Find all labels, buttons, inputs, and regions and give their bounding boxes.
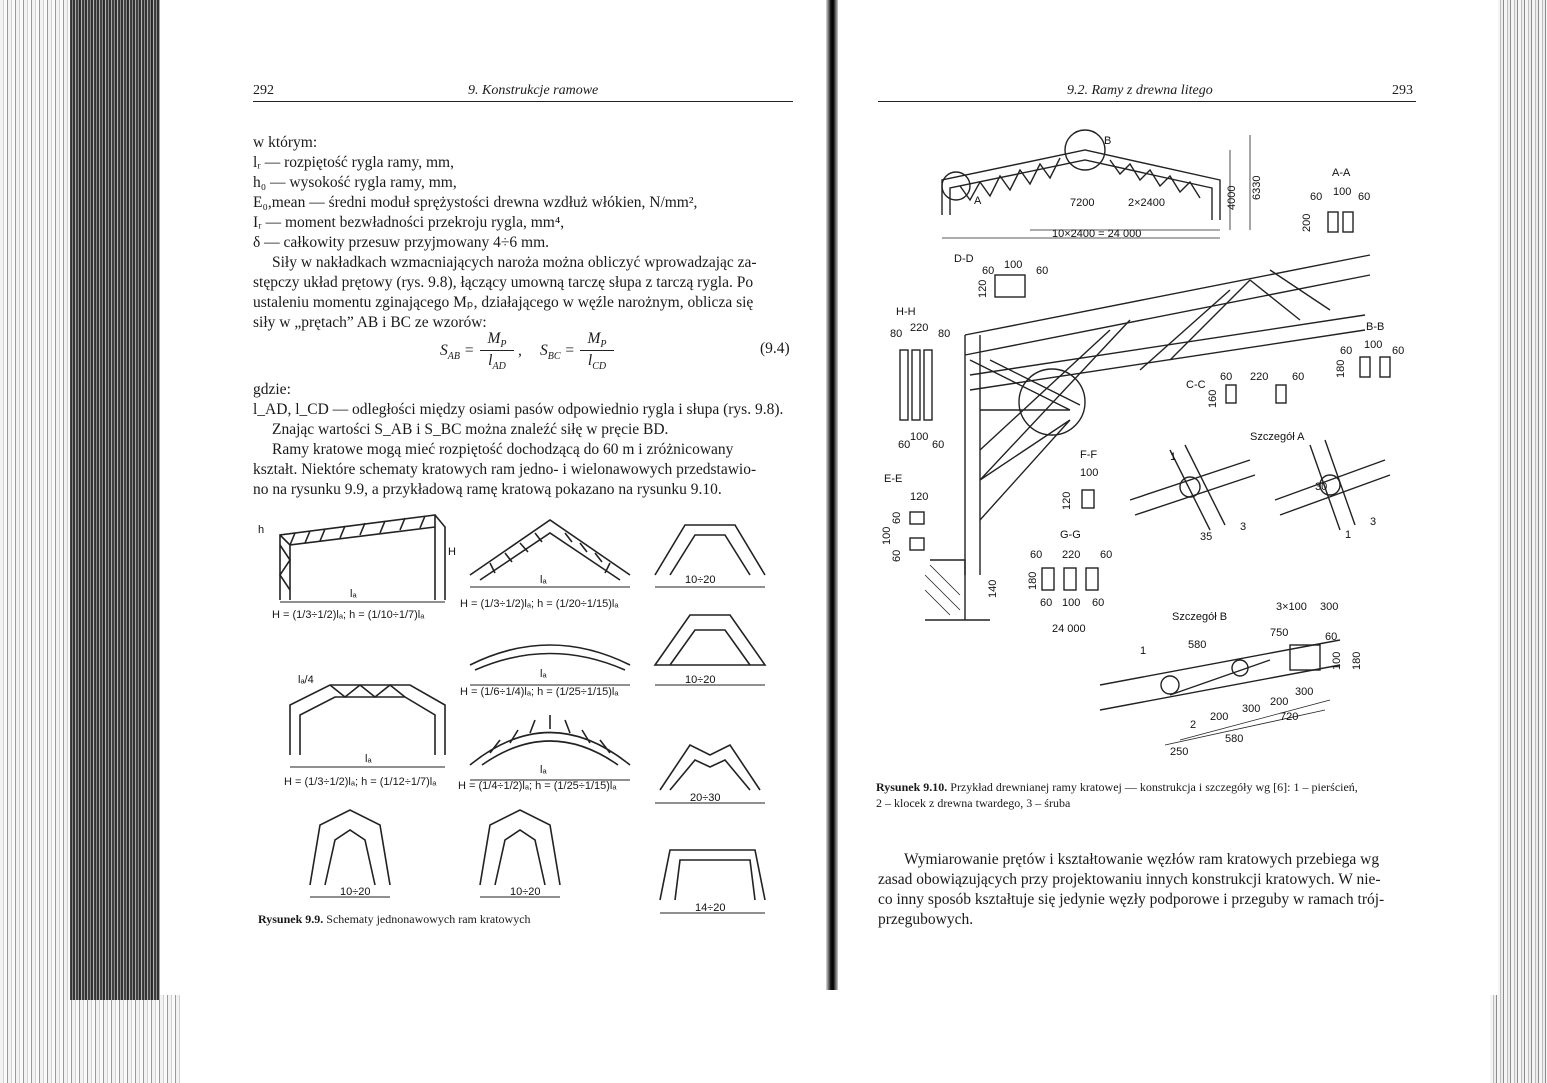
caption-label: Rysunek 9.10. [876,780,948,794]
svg-text:120: 120 [977,279,989,298]
svg-text:60: 60 [1325,631,1338,643]
left-page-number: 292 [253,83,274,98]
right-head-rule [878,101,1416,102]
text-line: stępczy układ prętowy (rys. 9.8), łączący umowną tarczę słupa z tarczą rygla. Po [253,274,754,291]
svg-text:100: 100 [1080,467,1099,479]
svg-text:180: 180 [1335,359,1347,378]
text-line: Wymiarowanie prętów i kształtowanie węzłów ram kratowych przebiega wg [904,851,1380,868]
svg-text:200: 200 [1210,711,1229,723]
svg-text:300: 300 [1295,686,1314,698]
text-line: siły w „prętach” AB i BC ze wzorów: [253,314,487,331]
text-line: l_AD, l_CD — odległości między osiami pasów odpowiednio rygla i słupa (rys. 9.8). [253,401,784,418]
svg-text:60: 60 [898,439,911,451]
svg-text:180: 180 [1351,651,1363,670]
text-line: kształt. Niektóre schematy kratowych ram jedno- i wielonawowych przedstawio- [253,461,757,478]
svg-text:1: 1 [1140,645,1147,657]
text-line: ustaleniu momentu zginającego Mₚ, działającego w węźle narożnym, oblicza się [253,294,754,311]
right-page-number: 293 [1392,83,1413,98]
figure-label-f3: H = (1/6÷1/4)lₐ; h = (1/25÷1/15)lₐ [460,686,619,698]
right-page-edges [1490,0,1547,1083]
svg-text:14÷20: 14÷20 [695,902,726,914]
svg-text:lₐ: lₐ [365,753,372,765]
svg-text:60: 60 [1358,191,1371,203]
svg-text:80: 80 [890,328,903,340]
svg-text:7200: 7200 [1070,197,1095,209]
svg-text:60: 60 [1310,191,1323,203]
figure-9-10-caption-line2: 2 – klocek z drewna twardego, 3 – śruba [876,796,1071,810]
svg-text:A-A: A-A [1332,167,1351,179]
text-line: przegubowych. [878,911,974,928]
svg-text:20÷30: 20÷30 [690,792,721,804]
svg-text:2: 2 [1190,719,1197,731]
svg-text:1: 1 [1170,451,1177,463]
text-line: zasad obowiązujących przy projektowaniu innych konstrukcji kratowych. W nie- [878,871,1381,888]
svg-text:100: 100 [881,526,893,545]
svg-text:lₐ: lₐ [540,574,547,586]
svg-text:6330: 6330 [1251,175,1263,200]
svg-text:200: 200 [1270,696,1289,708]
svg-text:3: 3 [1370,516,1377,528]
svg-text:580: 580 [1188,639,1207,651]
svg-text:60: 60 [1100,549,1113,561]
svg-text:Szczegół B: Szczegół B [1172,611,1228,623]
text-line: E₀,mean — średni moduł sprężystości drewna wzdłuż włókien, N/mm², [253,194,698,211]
svg-text:A: A [974,195,982,207]
svg-text:60: 60 [1040,597,1053,609]
svg-text:10÷20: 10÷20 [510,886,541,898]
svg-text:250: 250 [1170,746,1189,758]
caption-text: Przykład drewnianej ramy kratowej — konstrukcja i szczegóły wg [6]: 1 – pierścień, [947,780,1358,794]
text-line: Ramy kratowe mogą mieć rozpiętość dochodzącą do 60 m i zróżnicowany [272,441,734,458]
text-line: Znając wartości S_AB i S_BC można znaleźć siłę w pręcie BD. [272,421,669,438]
svg-text:60: 60 [1036,265,1049,277]
svg-text:10×2400 = 24 000: 10×2400 = 24 000 [1052,228,1142,240]
svg-text:80: 80 [938,328,951,340]
svg-text:60: 60 [891,511,903,524]
svg-text:G-G: G-G [1060,529,1081,541]
svg-text:60: 60 [1340,345,1353,357]
svg-text:100: 100 [1364,339,1383,351]
svg-text:4000: 4000 [1226,185,1238,210]
svg-text:100: 100 [910,431,929,443]
text-line: gdzie: [253,381,291,398]
svg-text:300: 300 [1320,601,1339,613]
svg-text:100: 100 [1004,259,1023,271]
svg-text:100: 100 [1333,186,1352,198]
figure-9-10-caption-line1 [876,780,1358,795]
text-line: δ — całkowity przesuw przyjmowany 4÷6 mm. [253,234,550,251]
svg-text:60: 60 [932,439,945,451]
svg-text:580: 580 [1225,733,1244,745]
figure-label-f1: H = (1/3÷1/2)lₐ; h = (1/10÷1/7)lₐ [272,609,425,621]
svg-text:60: 60 [1030,549,1043,561]
right-running-head: 9.2. Ramy z drewna litego [1067,83,1213,98]
figure-9-10-drawing [870,120,1420,775]
left-running-head: 9. Konstrukcje ramowe [468,83,599,98]
svg-text:160: 160 [1207,389,1219,408]
figure-label-f2: H = (1/3÷1/2)lₐ; h = (1/20÷1/15)lₐ [460,598,619,610]
svg-text:1: 1 [1345,529,1352,541]
svg-text:H-H: H-H [896,306,916,318]
svg-text:24 000: 24 000 [1052,623,1086,635]
svg-text:Szczegół A: Szczegół A [1250,431,1305,443]
svg-text:60: 60 [982,265,995,277]
svg-text:h: h [258,524,265,536]
figure-label-f5: H = (1/4÷1/2)lₐ; h = (1/25÷1/15)lₐ [458,780,617,792]
svg-text:lₐ: lₐ [350,588,357,600]
left-binding-shadow [70,0,160,1000]
left-head-rule [253,101,793,102]
text-line: w którym: [253,134,318,151]
svg-text:lₐ/4: lₐ/4 [298,674,314,686]
svg-text:180: 180 [1027,571,1039,590]
text-line: Siły w nakładkach wzmacniających naroża można obliczyć wprowadzając za- [272,254,757,271]
svg-text:220: 220 [910,322,929,334]
book-gutter [826,0,838,990]
text-line: Iᵣ — moment bezwładności przekroju rygla, mm⁴, [253,214,565,231]
svg-text:C-C: C-C [1186,379,1206,391]
svg-text:220: 220 [1062,549,1081,561]
svg-text:120: 120 [1061,491,1073,510]
svg-text:200: 200 [1301,213,1313,232]
text-line: no na rysunku 9.9, a przykładową ramę kratową pokazano na rysunku 9.10. [253,481,722,498]
svg-text:lₐ: lₐ [540,764,547,776]
svg-text:120: 120 [910,491,929,503]
formula-9-4: $S_{AB}$ = $M_P$ $l_{AD}$ , $S_{BC}$ = $M_P$ $l_{CD}$ (9.4) [440,330,790,373]
svg-text:lₐ: lₐ [540,668,547,680]
svg-text:D-D: D-D [954,253,974,265]
caption-text: Schematy jednonawowych ram kratowych [323,912,531,926]
svg-text:720: 720 [1280,711,1299,723]
text-line: co inny sposób kształtuje się jedynie węzły podporowe i przeguby w ramach trój- [878,891,1385,908]
svg-text:100: 100 [1062,597,1081,609]
svg-text:60: 60 [1220,371,1233,383]
svg-text:35: 35 [1200,531,1213,543]
svg-text:60: 60 [1292,371,1305,383]
caption-label: Rysunek 9.9. [258,912,324,926]
svg-text:3: 3 [1240,521,1247,533]
svg-text:10÷20: 10÷20 [340,886,371,898]
svg-text:E-E: E-E [884,473,903,485]
svg-text:B: B [1104,135,1112,147]
figure-9-9-caption [258,912,531,927]
svg-text:60: 60 [891,549,903,562]
svg-text:750: 750 [1270,627,1289,639]
text-line: lᵣ — rozpiętość rygla ramy, mm, [253,154,454,171]
svg-text:H: H [448,546,456,558]
svg-text:10÷20: 10÷20 [685,674,716,686]
svg-text:220: 220 [1250,371,1269,383]
svg-text:140: 140 [987,579,999,598]
svg-text:10÷20: 10÷20 [685,574,716,586]
svg-text:B-B: B-B [1366,321,1385,333]
svg-text:F-F: F-F [1080,449,1098,461]
figure-label-f4: H = (1/3÷1/2)lₐ; h = (1/12÷1/7)lₐ [284,776,437,788]
svg-text:3×100: 3×100 [1276,601,1307,613]
figure-9-9-schematics [250,505,810,915]
svg-text:2×2400: 2×2400 [1128,197,1166,209]
svg-text:100: 100 [1331,651,1343,670]
svg-text:300: 300 [1242,703,1261,715]
svg-text:60: 60 [1092,597,1105,609]
text-line: h₀ — wysokość rygla ramy, mm, [253,174,457,191]
svg-text:60: 60 [1392,345,1405,357]
svg-text:30: 30 [1315,481,1328,493]
